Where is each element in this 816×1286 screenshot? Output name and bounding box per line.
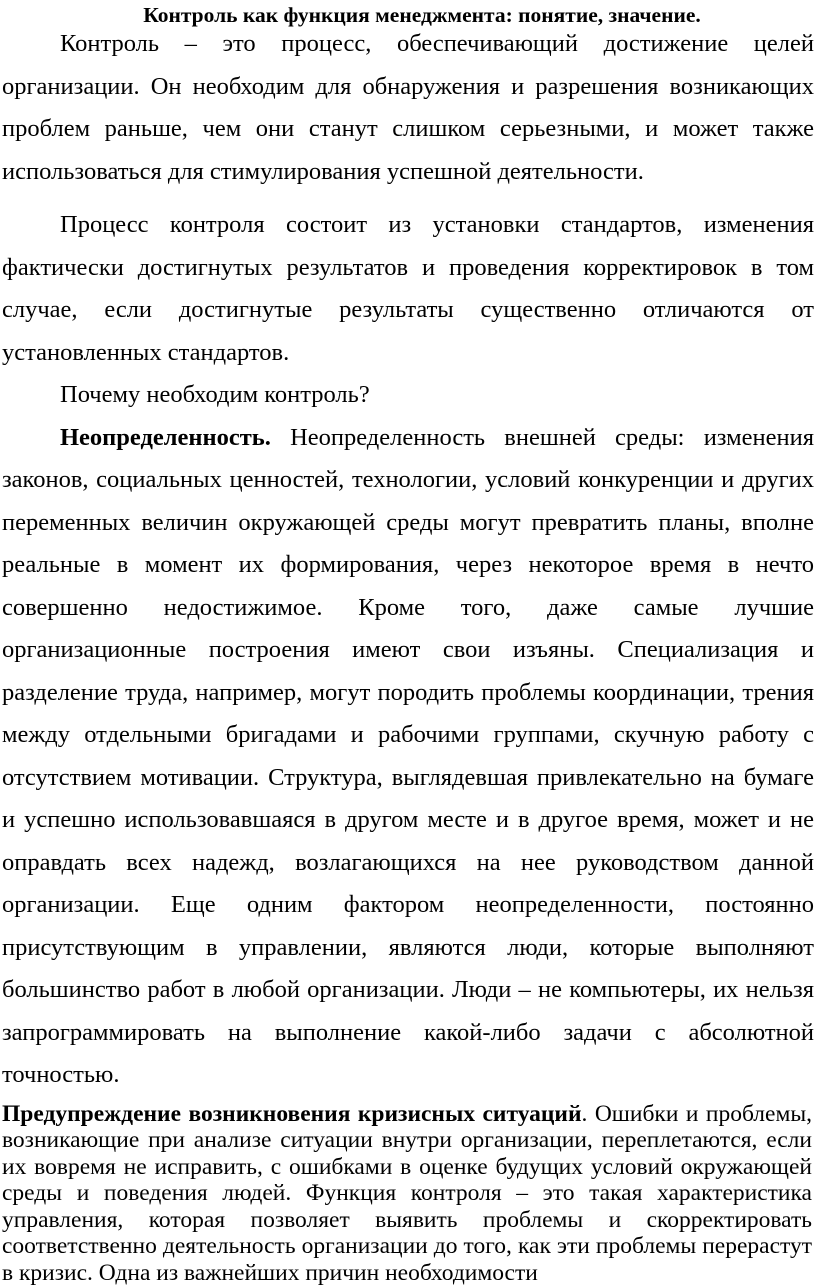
document-title: Контроль как функция менеджмента: понятие, значение. (2, 0, 814, 30)
paragraph-definition (2, 23, 814, 193)
paragraph-text: Контроль – это процесс, обеспечивающий достижение целей организации. Он необходим для обнаружения и разрешения возникающих проблем раньше, чем они станут слишком серьезными, и может также использоваться для стимулирования успешной деятельности. (2, 30, 814, 185)
paragraph-question (2, 374, 814, 417)
paragraph-text: Неопределенность внешней среды: изменения законов, социальных ценностей, технологии, условий конкуренции и других переменных величин окружающей среды могут превратить планы, вполне реальные в момент их формирования, через некоторое время в нечто совершенно недостижимое. Кроме того, даже самые лучшие организационные построения имеют свои изъяны. Специализация и разделение труда, например, могут породить проблемы координации, трения между отдельными бригадами и рабочими группами, скучную работу с отсутствием мотивации. Структура, выглядевшая привлекательно на бумаге и успешно использовавшаяся в другом месте и в другое время, может и не оправдать всех надежд, возлагающихся на нее руководством данной организации. Еще одним фактором неопределенности, постоянно присутствующим в управлении, являются люди, которые выполняют большинство работ в любой организации. Люди – не компьютеры, их нельзя запрограммировать на выполнение какой-либо задачи с абсолютной точностью. (2, 424, 814, 1089)
paragraph-text: Процесс контроля состоит из установки стандартов, изменения фактически достигнутых результатов и проведения корректировок в том случае, если достигнутые результаты существенно отличаются от установленных стандартов. (2, 211, 814, 366)
paragraph-heading: Неопределенность. (60, 424, 271, 451)
paragraph-process (2, 204, 814, 374)
paragraph-heading: Предупреждение возникновения кризисных ситуаций (2, 1101, 582, 1127)
paragraph-text: . Ошибки и проблемы, возникающие при анализе ситуации внутри организации, переплетаются, если их вовремя не исправить, с ошибками в оценке будущих условий окружающей среды и поведения людей. Функция контроля – это такая характеристика управления, которая позволяет выявить проблемы и скорректировать соответственно деятельность организации до того, как эти проблемы перерастут в кризис. Одна из важнейших причин необходимости (2, 1101, 812, 1286)
paragraph-text: Почему необходим контроль? (60, 381, 370, 408)
paragraph-uncertainty (2, 417, 814, 1097)
paragraph-crisis-prevention (2, 1101, 814, 1286)
